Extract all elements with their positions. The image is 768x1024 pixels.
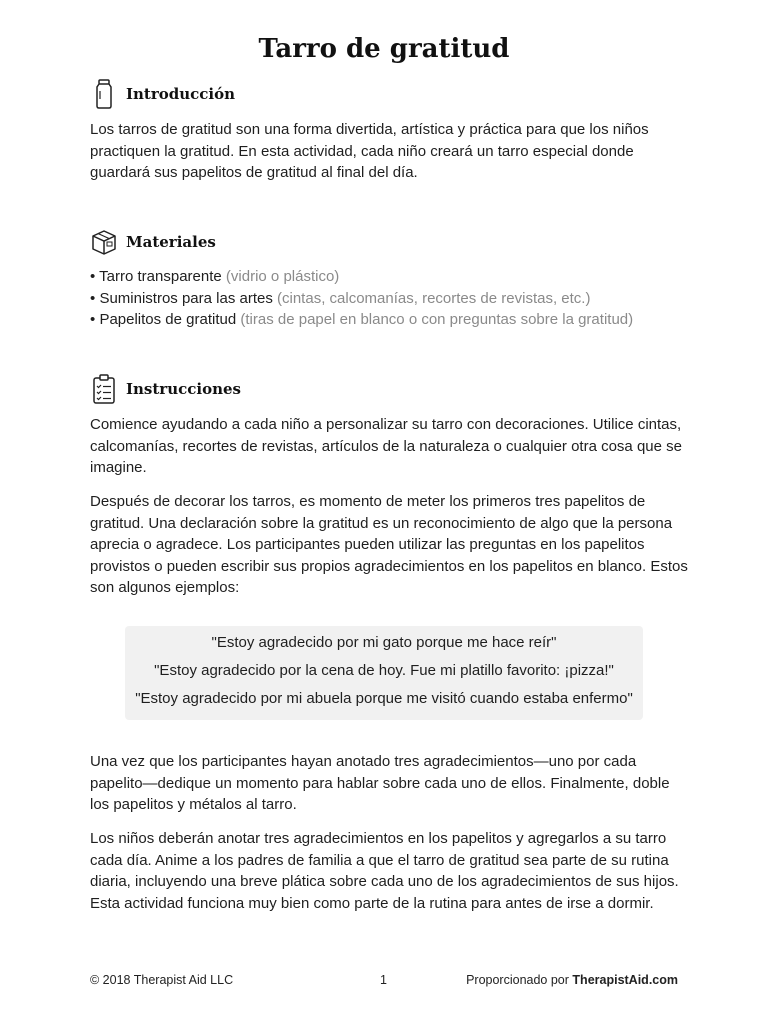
- jar-icon: [90, 79, 118, 109]
- materials-list: [90, 266, 710, 331]
- list-item: • Tarro transparente (vidrio o plástico): [90, 268, 340, 285]
- intro-paragraph: Los tarros de gratitud son una forma divertida, artística y práctica para que los niños practiquen la gratitud. En esta actividad, cada niño creará un tarro especial donde guardará sus papelitos de gratitud al final del día.: [90, 121, 649, 181]
- section-heading: Materiales: [126, 233, 216, 251]
- instructions-paragraph: Comience ayudando a cada niño a personalizar su tarro con decoraciones. Utilice cintas, calcomanías, recortes de revistas, artículos de la naturaleza o cualquier otra cosa que se imagine.: [90, 416, 682, 476]
- instructions-paragraph: Después de decorar los tarros, es momento de meter los primeros tres papelitos de gratitud. Una declaración sobre la gratitud es un reconocimiento de algo que la persona aprecia o agradece. Los participantes pueden utilizar las preguntas en los papelitos provistos o pueden escribir sus propios agradecimientos en los papelitos en blanco. Estos son algunos ejemplos:: [90, 493, 688, 596]
- section-heading: Instrucciones: [126, 380, 241, 398]
- examples-box: [125, 626, 643, 720]
- footer-brand-link[interactable]: TherapistAid.com: [572, 973, 678, 987]
- page-title: Tarro de gratitud: [258, 34, 510, 64]
- instructions-paragraph: Una vez que los participantes hayan anotado tres agradecimientos—uno por cada papelito—dedique un momento para hablar sobre cada uno de ellos. Finalmente, doble los papelitos y métalos al tarro.: [90, 753, 670, 813]
- footer-copyright: © 2018 Therapist Aid LLC: [90, 973, 234, 987]
- example-quote: "Estoy agradecido por mi gato porque me hace reír": [211, 634, 557, 651]
- footer-page-number: 1: [380, 973, 387, 987]
- footer-provided-by: Proporcionado por: [466, 973, 569, 987]
- section-heading: Introducción: [126, 85, 236, 103]
- section-header-instructions: [90, 374, 241, 404]
- list-item: • Papelitos de gratitud (tiras de papel en blanco o con preguntas sobre la gratitud): [90, 311, 634, 328]
- example-quote: "Estoy agradecido por la cena de hoy. Fue mi platillo favorito: ¡pizza!": [154, 662, 614, 679]
- list-item: • Suministros para las artes (cintas, calcomanías, recortes de revistas, etc.): [90, 289, 591, 307]
- instructions-paragraph: Los niños deberán anotar tres agradecimientos en los papelitos y agregarlos a su tarro cada día. Anime a los padres de familia a que el tarro de gratitud sea parte de su rutina diaria, incluyendo una breve plática sobre cada uno de los agradecimientos de sus hijos. Esta actividad funciona muy bien como parte de la rutina para antes de irse a dormir.: [90, 830, 679, 912]
- section-header-materials: [90, 227, 216, 257]
- section-header-introduction: [90, 79, 235, 109]
- clipboard-icon: [90, 374, 118, 404]
- footer-attribution: [466, 973, 678, 987]
- example-quote: "Estoy agradecido por mi abuela porque me visitó cuando estaba enfermo": [135, 690, 633, 707]
- box-icon: [90, 227, 118, 257]
